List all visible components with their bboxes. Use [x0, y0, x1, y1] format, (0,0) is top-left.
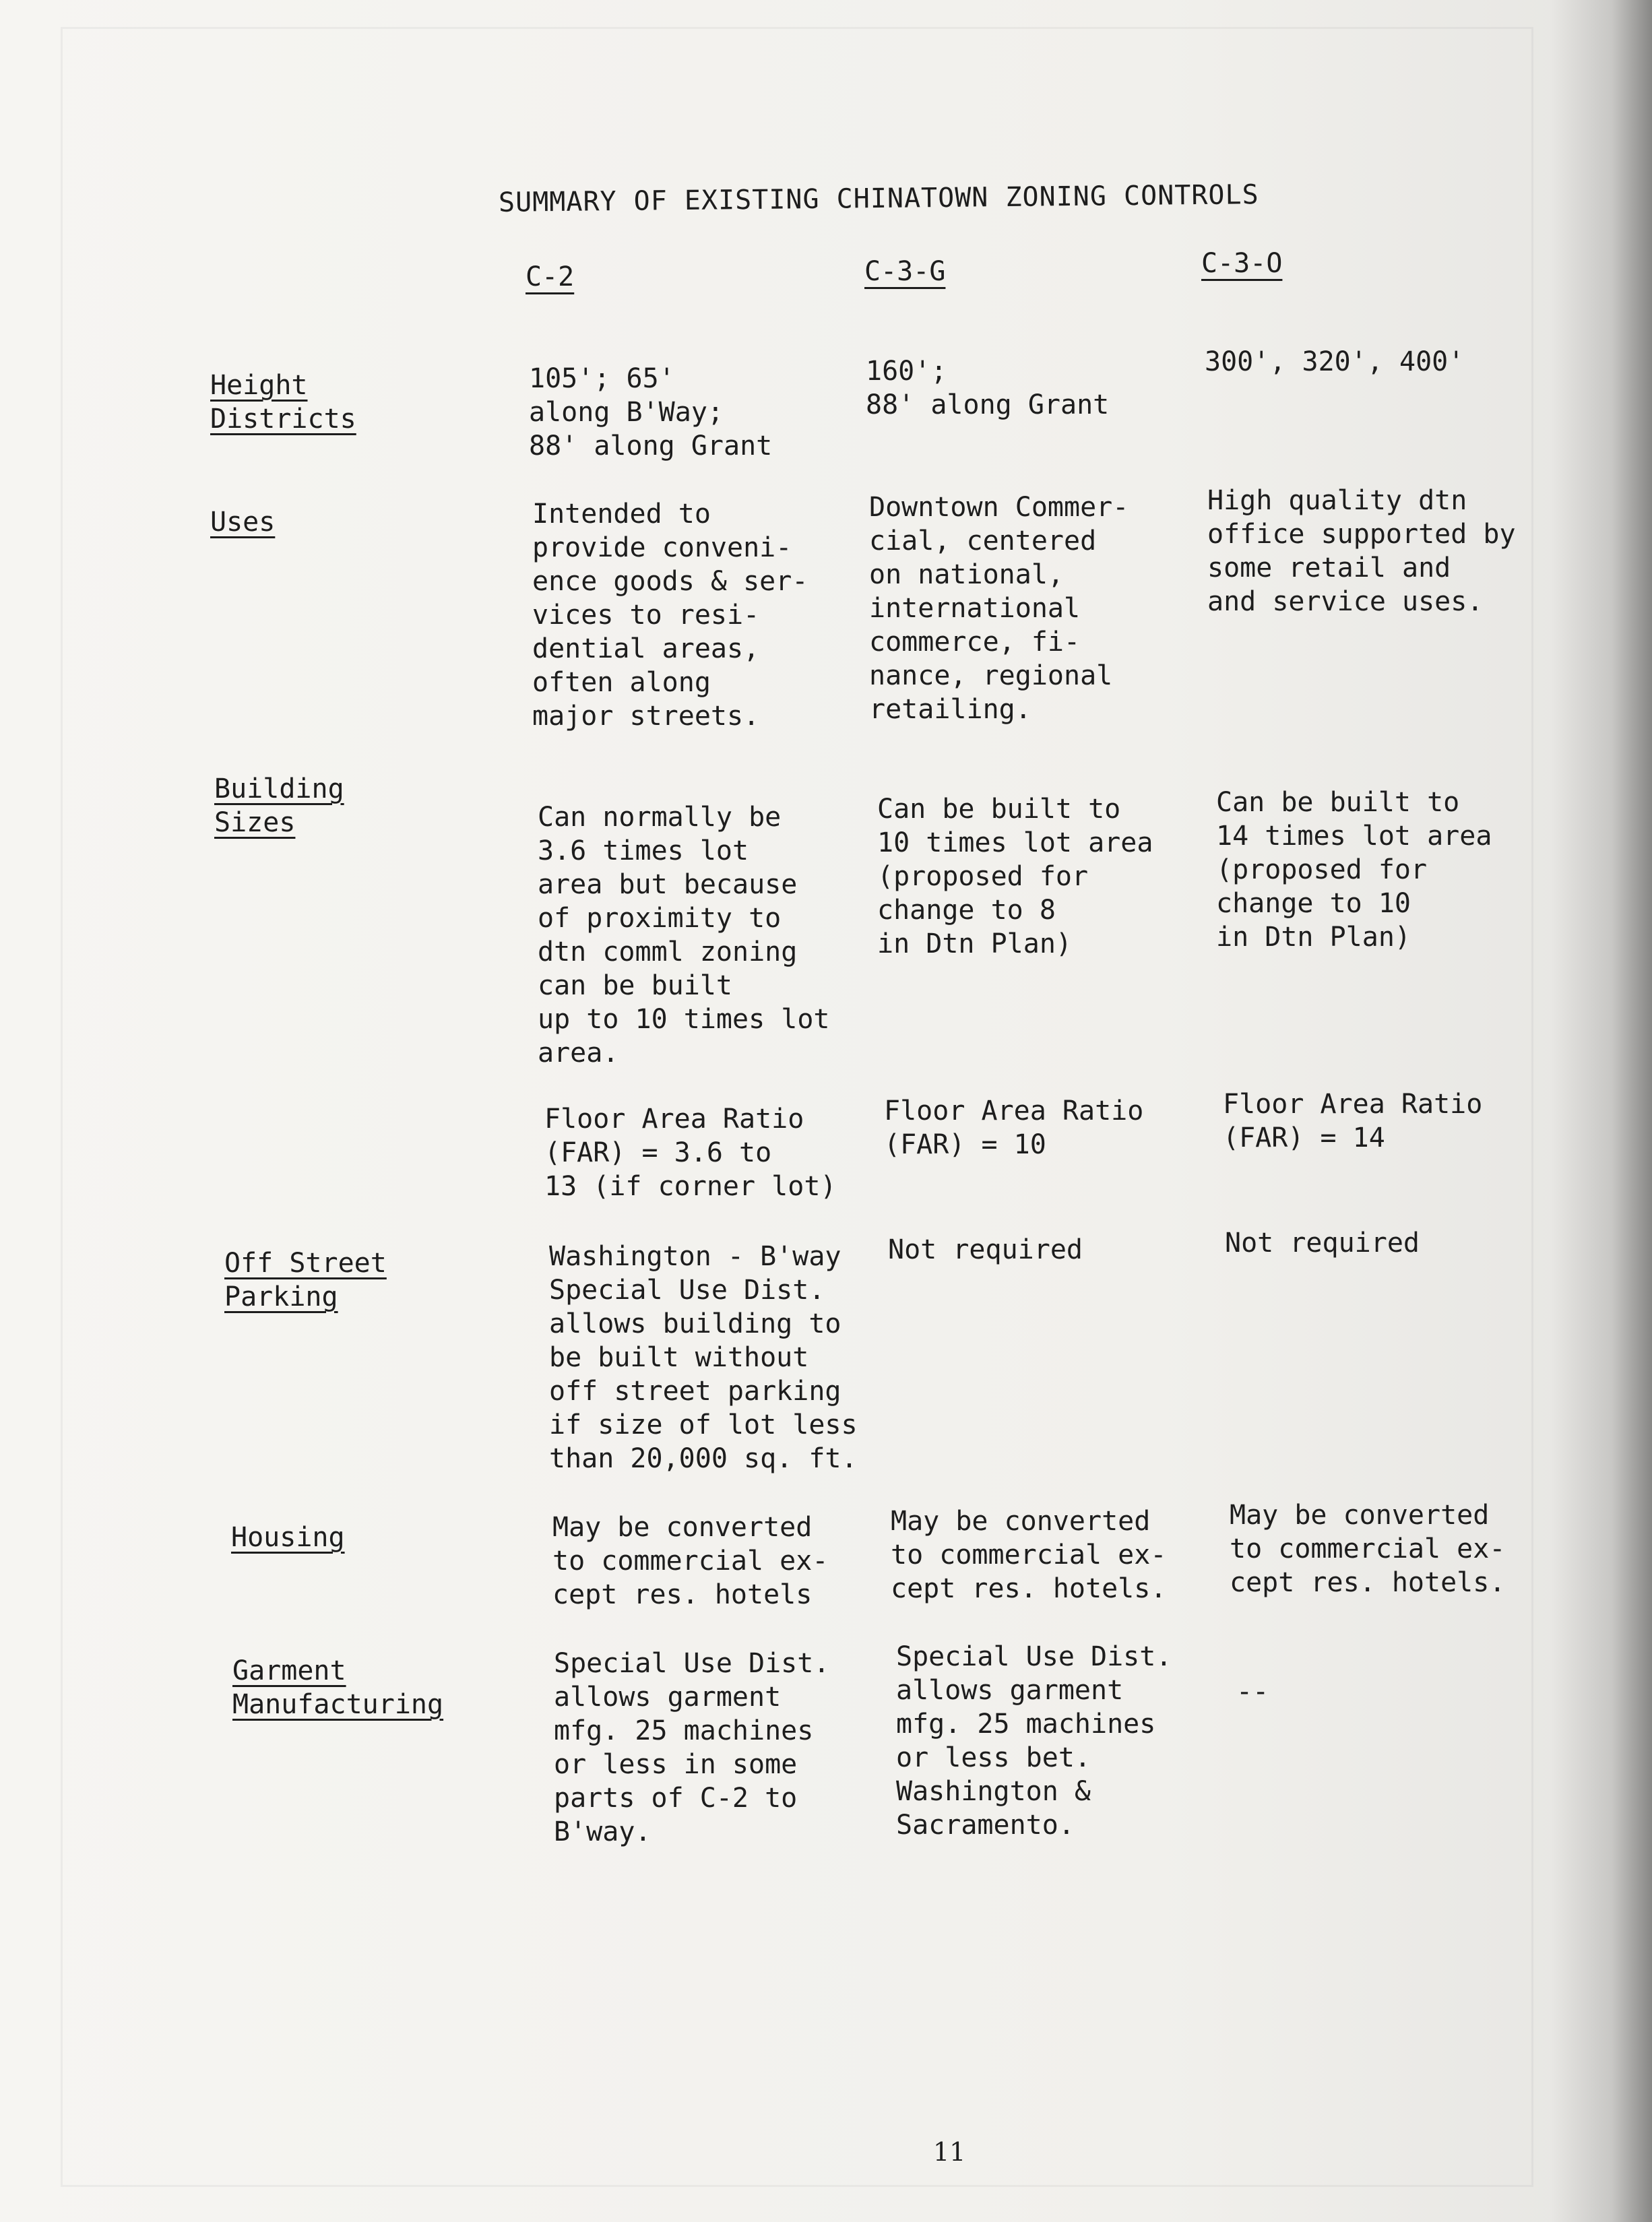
row-label-garment-manufacturing: Garment Manufacturing	[232, 1655, 444, 1720]
cell-height-c3g: 160'; 88' along Grant	[866, 356, 1110, 420]
cell-parking-c3g: Not required	[888, 1234, 1083, 1265]
cell-far-c2: Floor Area Ratio (FAR) = 3.6 to 13 (if corner lot)	[544, 1104, 837, 1202]
page-number: 11	[933, 2137, 966, 2167]
cell-height-c3o: 300', 320', 400'	[1205, 346, 1465, 377]
row-label-off-street-parking: Off Street Parking	[224, 1248, 387, 1312]
column-header-c3o: C-3-O	[1201, 248, 1283, 279]
column-header-c2: C-2	[526, 261, 575, 292]
cell-parking-c2: Washington - B'way Special Use Dist. allows building to be built without off street parking if size of lot less than 20,000 sq. ft.	[549, 1241, 858, 1474]
row-label-uses: Uses	[210, 507, 276, 538]
cell-height-c2: 105'; 65' along B'Way; 88' along Grant	[529, 363, 773, 462]
cell-housing-c3g: May be converted to commercial ex- cept res. hotels.	[891, 1506, 1167, 1604]
row-label-building-sizes: Building Sizes	[214, 773, 344, 838]
cell-uses-c3g: Downtown Commer- cial, centered on national, international commerce, fi- nance, regional retailing.	[869, 492, 1129, 725]
row-label-housing: Housing	[231, 1522, 345, 1553]
cell-housing-c3o: May be converted to commercial ex- cept res. hotels.	[1230, 1500, 1506, 1598]
column-header-c3g: C-3-G	[864, 256, 946, 287]
cell-garment-c3o: --	[1236, 1676, 1269, 1707]
cell-building-c3g: Can be built to 10 times lot area (proposed for change to 8 in Dtn Plan)	[877, 794, 1153, 959]
page-fold-shadow	[1551, 0, 1652, 2222]
cell-housing-c2: May be converted to commercial ex- cept res. hotels	[552, 1512, 829, 1610]
cell-uses-c3o: High quality dtn office supported by some retail and and service uses.	[1207, 485, 1516, 617]
cell-garment-c2: Special Use Dist. allows garment mfg. 25 machines or less in some parts of C-2 to B'way.	[554, 1648, 830, 1847]
cell-far-c3o: Floor Area Ratio (FAR) = 14	[1223, 1089, 1483, 1153]
row-label-height-districts: Height Districts	[210, 370, 356, 435]
cell-parking-c3o: Not required	[1225, 1228, 1420, 1259]
cell-far-c3g: Floor Area Ratio (FAR) = 10	[884, 1096, 1144, 1160]
cell-building-c3o: Can be built to 14 times lot area (proposed for change to 10 in Dtn Plan)	[1216, 787, 1492, 953]
page-title: SUMMARY OF EXISTING CHINATOWN ZONING CONTROLS	[498, 179, 1259, 218]
cell-garment-c3g: Special Use Dist. allows garment mfg. 25 machines or less bet. Washington & Sacramento.	[896, 1641, 1172, 1841]
cell-uses-c2: Intended to provide conveni- ence goods & ser- vices to resi- dential areas, often along major streets.	[532, 499, 808, 732]
cell-building-c2: Can normally be 3.6 times lot area but because of proximity to dtn comml zoning can be built up to 10 times lot area.	[538, 802, 830, 1069]
